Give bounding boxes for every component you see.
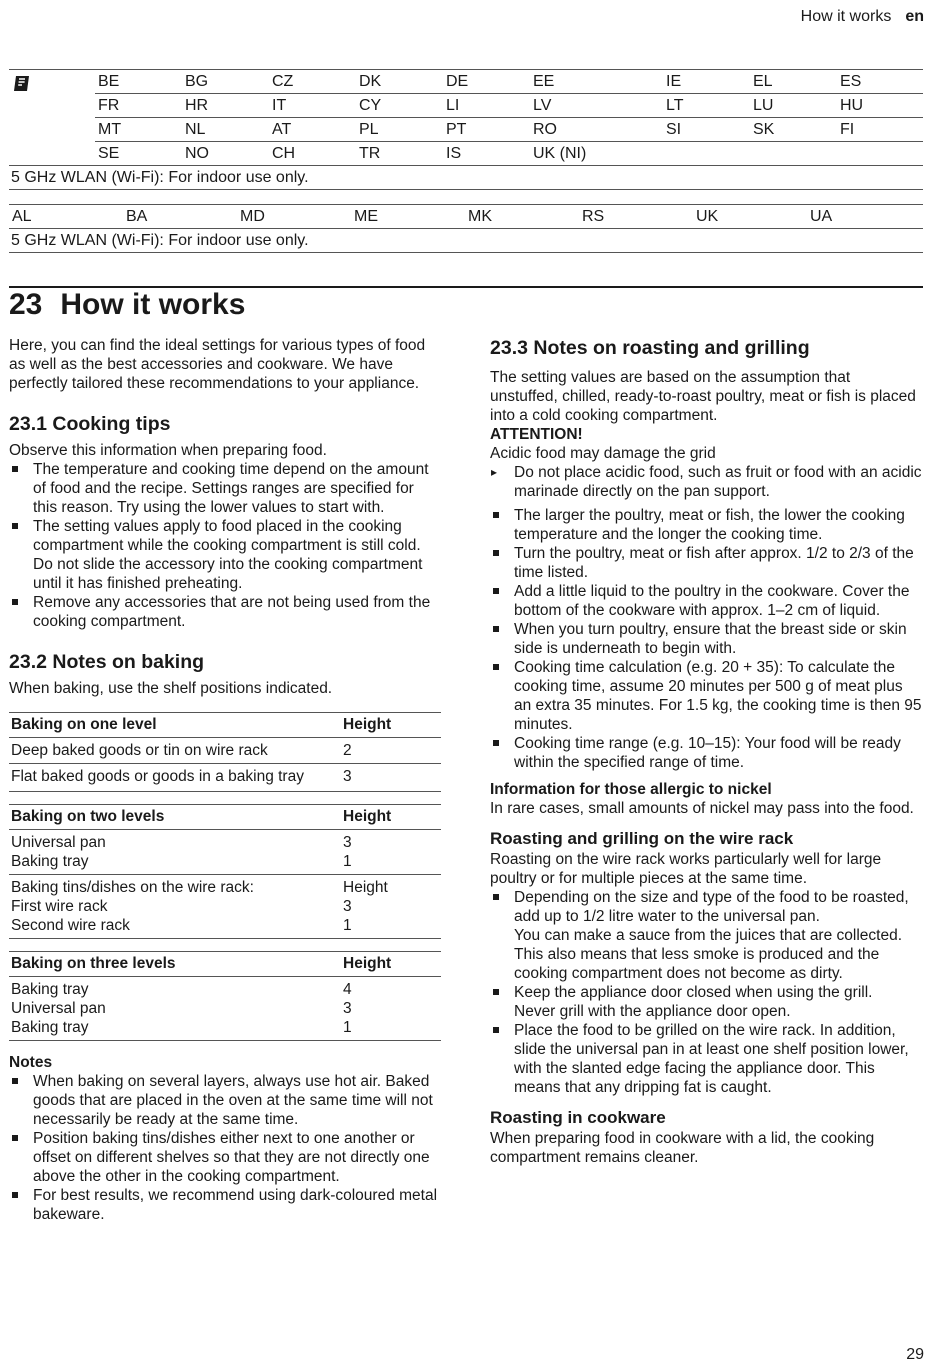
country-code: MD [237,205,351,229]
table-header: Baking on two levels [11,808,165,825]
wifi-note: 5 GHz WLAN (Wi-Fi): For indoor use only. [9,166,923,190]
table-header: Height [343,808,392,825]
list-item: The larger the poultry, meat or fish, the lower the cooking temperature and the longer the cooking time. [490,506,922,544]
table-cell: 1 [343,1019,352,1036]
country-code: SE [95,142,182,166]
section-23-2-title: 23.2 Notes on baking [9,651,205,673]
country-table-2 [9,204,923,253]
list-item: Turn the poultry, meat or fish after approx. 1/2 to 2/3 of the time listed. [490,544,922,582]
country-code: MK [465,205,579,229]
country-code: HU [837,94,923,118]
right-column [490,336,922,1167]
table-cell: 3 [343,1000,352,1017]
wire-rack-lead: Roasting on the wire rack works particularly well for large poultry or for multiple pieces at the same time. [490,851,882,887]
country-code: ES [837,70,923,94]
table-cell: Baking tins/dishes on the wire rack: [11,879,254,896]
country-code: NL [182,118,269,142]
country-code [750,142,837,166]
cooking-tips-list [9,460,441,631]
table-cell: Baking tray [11,853,89,870]
list-item: ▸ Do not place acidic food, such as fruit or food with an acidic marinade directly on the pan support. [490,463,922,501]
baking-table-two-levels [9,804,441,939]
notes-title: Notes [9,1054,53,1071]
table-cell: Deep baked goods or tin on wire rack [11,742,268,759]
header-section: How it works [800,8,892,25]
cookware-title: Roasting in cookware [490,1108,666,1127]
country-code: LT [663,94,750,118]
wifi-note: 5 GHz WLAN (Wi-Fi): For indoor use only. [9,229,923,253]
list-item [490,888,922,983]
country-code: IT [269,94,356,118]
roasting-list [490,506,922,772]
country-table-1 [9,69,923,190]
list-item-text: Keep the appliance door closed when using the grill. [514,984,873,1001]
country-code: CZ [269,70,356,94]
running-header [801,8,924,26]
notes-list [9,1072,441,1224]
attention-list [490,463,922,501]
list-item-text: Depending on the size and type of the food to be roasted, add up to 1/2 litre water to the universal pan. [514,889,909,925]
country-code: MT [95,118,182,142]
table-cell: 3 [343,834,352,851]
country-code: SI [663,118,750,142]
list-item: Cooking time calculation (e.g. 20 + 35): To calculate the cooking time, assume 20 minutes per 500 g of meat plus an extra 35 minutes. For 1.5 kg, the cooking time is then 95 minutes. [490,658,922,734]
country-code: BG [182,70,269,94]
country-code: UA [807,205,923,229]
country-code: TR [356,142,443,166]
country-code: ME [351,205,465,229]
country-code: LI [443,94,530,118]
table-cell: First wire rack [11,898,108,915]
country-code: BE [95,70,182,94]
section-23-3-title: 23.3 Notes on roasting and grilling [490,337,810,359]
roasting-lead: The setting values are based on the assumption that unstuffed, chilled, ready-to-roast poultry, meat or fish is placed into a cold cooking compartment. [490,369,916,424]
chapter-title: How it works [60,288,246,321]
list-item: Place the food to be grilled on the wire rack. In addition, slide the universal pan in at least one shelf position lower, with the slanted edge facing the appliance door. This means that any dripping fat is caught. [490,1021,922,1097]
list-item: Position baking tins/dishes either next to one another or offset on different shelves so that they are not directly one above the other in the cooking compartment. [9,1129,441,1186]
country-code: BA [123,205,237,229]
intro-text: Here, you can find the ideal settings for various types of food as well as the best accessories and cookware. We have perfectly tailored these recommendations to your appliance. [9,337,426,392]
list-item: The temperature and cooking time depend on the amount of food and the recipe. Settings ranges are specified for this reason. Try using the lower values to start with. [9,460,441,517]
list-item: Add a little liquid to the poultry in the cookware. Cover the bottom of the cookware with approx. 1–2 cm of liquid. [490,582,922,620]
country-code [837,142,923,166]
country-code: EE [530,70,663,94]
list-item: For best results, we recommend using dark-coloured metal bakeware. [9,1186,441,1224]
country-code: PL [356,118,443,142]
country-code: CH [269,142,356,166]
table-cell: 1 [343,853,352,870]
country-code: AT [269,118,356,142]
country-code: DK [356,70,443,94]
allergy-text: In rare cases, small amounts of nickel may pass into the food. [490,800,914,817]
list-item: Remove any accessories that are not being used from the cooking compartment. [9,593,441,631]
cookware-text: When preparing food in cookware with a lid, the cooking compartment remains cleaner. [490,1130,875,1166]
page-number: 29 [906,1346,924,1363]
country-code: FR [95,94,182,118]
wire-rack-list [490,888,922,1097]
country-code: CY [356,94,443,118]
baking-table-three-levels [9,951,441,1041]
country-code: AL [9,205,123,229]
table-cell: 3 [343,898,352,915]
country-code: IS [443,142,530,166]
table-cell: Universal pan [11,1000,106,1017]
table-cell: 2 [343,742,352,759]
list-item: When you turn poultry, ensure that the breast side or skin side is underneath to begin with. [490,620,922,658]
list-item: When baking on several layers, always use hot air. Baked goods that are placed in the oven at the same time will not necessarily be ready at the same time. [9,1072,441,1129]
allergy-title: Information for those allergic to nickel [490,781,772,798]
country-code: DE [443,70,530,94]
table-header: Baking on one level [11,716,157,733]
wifi-notice-icon [9,70,95,166]
country-code: UK [693,205,807,229]
baking-lead: When baking, use the shelf positions indicated. [9,680,333,697]
baking-table-one-level [9,712,441,792]
left-column [9,336,441,1224]
table-cell: Baking tray [11,1019,89,1036]
country-code: NO [182,142,269,166]
cooking-tips-lead: Observe this information when preparing food. [9,442,327,459]
table-cell: Second wire rack [11,917,130,934]
country-code: FI [837,118,923,142]
country-code: RO [530,118,663,142]
table-cell: 3 [343,768,352,785]
list-item: Cooking time range (e.g. 10–15): Your food will be ready within the specified range of time. [490,734,922,772]
table-cell: 1 [343,917,352,934]
wire-rack-title: Roasting and grilling on the wire rack [490,829,794,848]
list-item-text: Never grill with the appliance door open. [514,1003,791,1020]
list-item [490,983,922,1021]
table-cell: Universal pan [11,834,106,851]
table-cell: Height [343,879,388,896]
chapter-heading [9,288,245,322]
country-code: HR [182,94,269,118]
list-item: The setting values apply to food placed in the cooking compartment while the cooking compartment is still cold. Do not slide the accessory into the cooking compartment until it has finished preheating. [9,517,441,593]
table-cell: Baking tray [11,981,89,998]
country-code [663,142,750,166]
country-code: PT [443,118,530,142]
table-header: Height [343,955,392,972]
country-code: RS [579,205,693,229]
table-header: Baking on three levels [11,955,176,972]
country-code: IE [663,70,750,94]
country-code: EL [750,70,837,94]
header-lang: en [905,8,924,25]
country-code: SK [750,118,837,142]
table-header: Height [343,716,392,733]
table-cell: 4 [343,981,352,998]
country-code: UK (NI) [530,142,663,166]
country-code: LU [750,94,837,118]
table-cell: Flat baked goods or goods in a baking tray [11,768,304,785]
country-code: LV [530,94,663,118]
attention-label: ATTENTION! [490,426,583,443]
list-item-text: You can make a sauce from the juices that are collected. This also means that less smoke is produced and the cooking compartment does not become as dirty. [514,927,903,982]
attention-text: Acidic food may damage the grid [490,445,716,462]
section-23-1-title: 23.1 Cooking tips [9,413,171,435]
chapter-number: 23 [9,288,43,321]
